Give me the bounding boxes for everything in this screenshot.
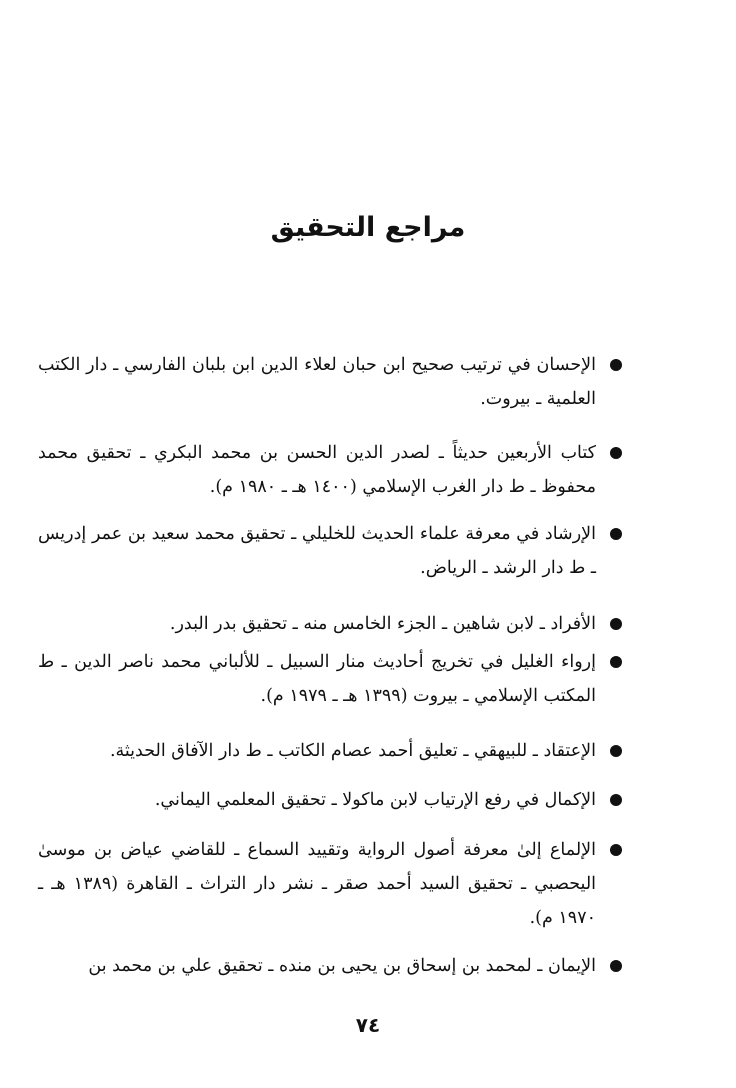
bullet-icon	[610, 618, 622, 630]
reference-item	[38, 645, 622, 713]
reference-text: الأفراد ـ لابن شاهين ـ الجزء الخامس منه ـ تحقيق بدر البدر.	[169, 614, 596, 634]
references-list	[38, 348, 622, 983]
bullet-icon	[610, 656, 622, 668]
reference-text: الإيمان ـ لمحمد بن إسحاق بن يحيى بن منده ـ تحقيق علي بن محمد بن	[88, 956, 596, 976]
reference-item	[38, 783, 622, 817]
reference-item	[38, 949, 622, 983]
reference-item	[38, 833, 622, 935]
reference-item	[38, 607, 622, 641]
reference-text: الإكمال في رفع الإرتياب لابن ماكولا ـ تحقيق المعلمي اليماني.	[154, 790, 596, 810]
bullet-icon	[610, 359, 622, 371]
reference-item	[38, 734, 622, 768]
reference-item	[38, 436, 622, 504]
page-number: ٧٤	[355, 1013, 381, 1037]
reference-item	[38, 517, 622, 585]
reference-text: إرواء الغليل في تخريج أحاديث منار السبيل ـ للألباني محمد ناصر الدين ـ ط المكتب الإسلامي ـ بيروت (١٣٩٩ هـ ـ ١٩٧٩ م).	[38, 652, 596, 706]
bullet-icon	[610, 447, 622, 459]
page-title: مراجع التحقيق	[270, 212, 466, 243]
reference-text: الإعتقاد ـ للبيهقي ـ تعليق أحمد عصام الكاتب ـ ط دار الآفاق الحديثة.	[109, 741, 596, 761]
bullet-icon	[610, 745, 622, 757]
reference-text: الإرشاد في معرفة علماء الحديث للخليلي ـ تحقيق محمد سعيد بن عمر إدريس ـ ط دار الرشد ـ الرياض.	[38, 524, 596, 578]
reference-text: الإلماع إلىٰ معرفة أصول الرواية وتقييد السماع ـ للقاضي عياض بن موسىٰ اليحصبي ـ تحقيق السيد أحمد صقر ـ نشر دار التراث ـ القاهرة (١٣٨٩ هـ ـ ١٩٧٠ م).	[38, 840, 597, 928]
reference-item	[38, 348, 622, 416]
reference-text: الإحسان في ترتيب صحيح ابن حبان لعلاء الدين ابن بلبان الفارسي ـ دار الكتب العلمية ـ بيروت.	[38, 355, 596, 409]
bullet-icon	[610, 528, 622, 540]
bullet-icon	[610, 960, 622, 972]
reference-text: كتاب الأربعين حديثاً ـ لصدر الدين الحسن بن محمد البكري ـ تحقيق محمد محفوظ ـ ط دار الغرب الإسلامي (١٤٠٠ هـ ـ ١٩٨٠ م).	[38, 443, 596, 497]
bullet-icon	[610, 844, 622, 856]
bullet-icon	[610, 794, 622, 806]
